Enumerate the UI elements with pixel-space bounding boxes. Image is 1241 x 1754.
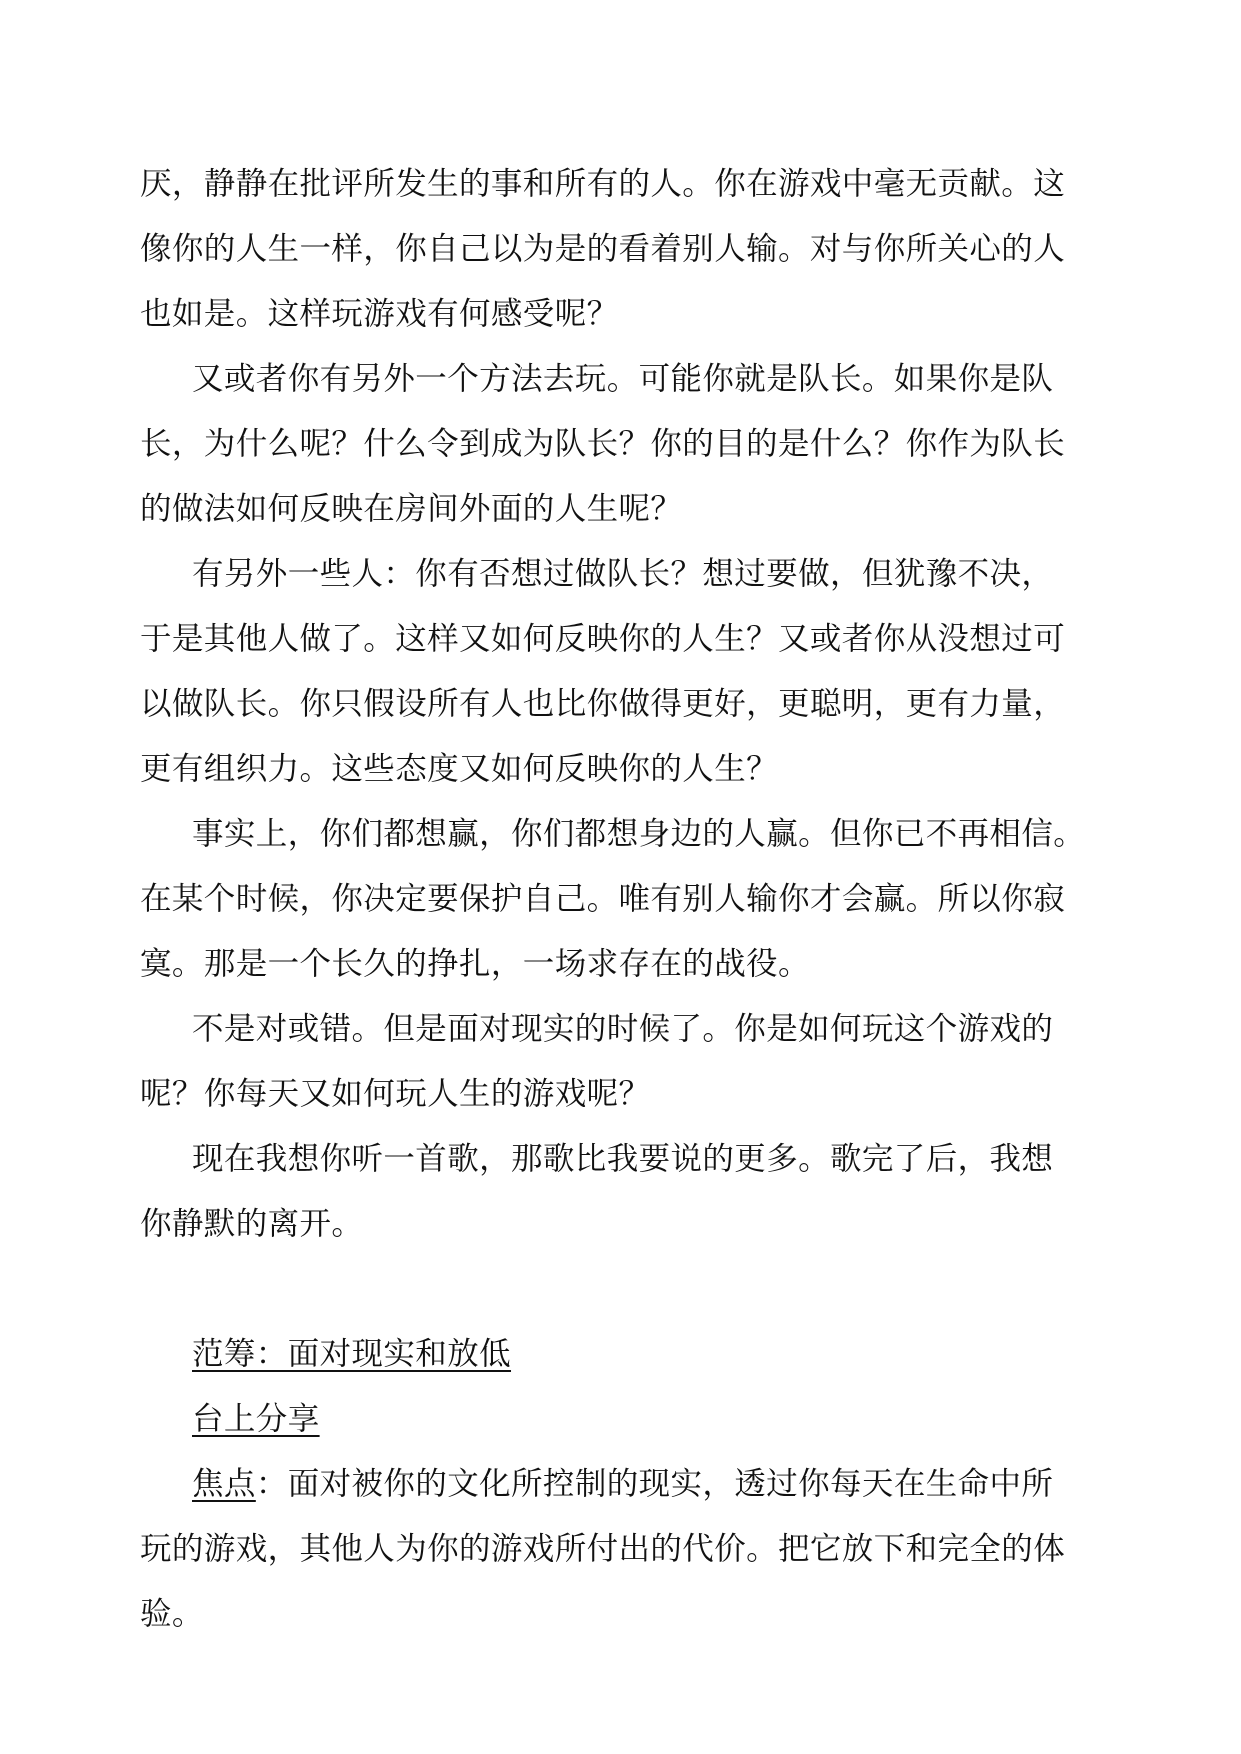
blank-line xyxy=(140,1257,1100,1322)
focus-line xyxy=(140,1452,1100,1517)
paragraph-line: 于是其他人做了。这样又如何反映你的人生？又或者你从没想过可 xyxy=(140,621,1066,657)
paragraph-line: 在某个时候，你决定要保护自己。唯有别人输你才会赢。所以你寂 xyxy=(140,881,1066,917)
paragraph-line: 长，为什么呢？什么令到成为队长？你的目的是什么？你作为队长 xyxy=(140,426,1066,462)
focus-line: 验。 xyxy=(140,1596,204,1632)
document-page xyxy=(140,152,1100,1647)
paragraph-line: 以做队长。你只假设所有人也比你做得更好，更聪明，更有力量， xyxy=(140,686,1066,722)
paragraph-line: 寞。那是一个长久的挣扎，一场求存在的战役。 xyxy=(140,946,810,982)
paragraph-line: 像你的人生一样，你自己以为是的看着别人输。对与你所关心的人 xyxy=(140,231,1066,267)
paragraph-line: 又或者你有另外一个方法去玩。可能你就是队长。如果你是队 xyxy=(192,361,1054,397)
sharing-heading-text: 台上分享 xyxy=(192,1401,320,1437)
scope-heading-text: 范筹：面对现实和放低 xyxy=(192,1336,512,1372)
paragraph-line: 也如是。这样玩游戏有何感受呢？ xyxy=(140,296,619,332)
paragraph-line: 更有组织力。这些态度又如何反映你的人生？ xyxy=(140,751,779,787)
paragraph-line: 现在我想你听一首歌，那歌比我要说的更多。歌完了后，我想 xyxy=(192,1141,1054,1177)
paragraph-line: 厌，静静在批评所发生的事和所有的人。你在游戏中毫无贡献。这 xyxy=(140,166,1066,202)
paragraph-line: 的做法如何反映在房间外面的人生呢？ xyxy=(140,491,683,527)
scope-heading xyxy=(140,1322,1100,1387)
paragraph-line: 有另外一些人：你有否想过做队长？想过要做，但犹豫不决， xyxy=(192,556,1054,592)
sharing-heading xyxy=(140,1387,1100,1452)
paragraph-line: 事实上，你们都想赢，你们都想身边的人赢。但你已不再相信。 xyxy=(192,816,1086,852)
focus-label: 焦点 xyxy=(192,1466,256,1502)
focus-line: 玩的游戏，其他人为你的游戏所付出的代价。把它放下和完全的体 xyxy=(140,1531,1066,1567)
paragraph-line: 你静默的离开。 xyxy=(140,1206,364,1242)
focus-text: ：面对被你的文化所控制的现实，透过你每天在生命中所 xyxy=(255,1466,1054,1502)
paragraph-line: 不是对或错。但是面对现实的时候了。你是如何玩这个游戏的 xyxy=(192,1011,1054,1047)
paragraph-line: 呢？你每天又如何玩人生的游戏呢？ xyxy=(140,1076,651,1112)
